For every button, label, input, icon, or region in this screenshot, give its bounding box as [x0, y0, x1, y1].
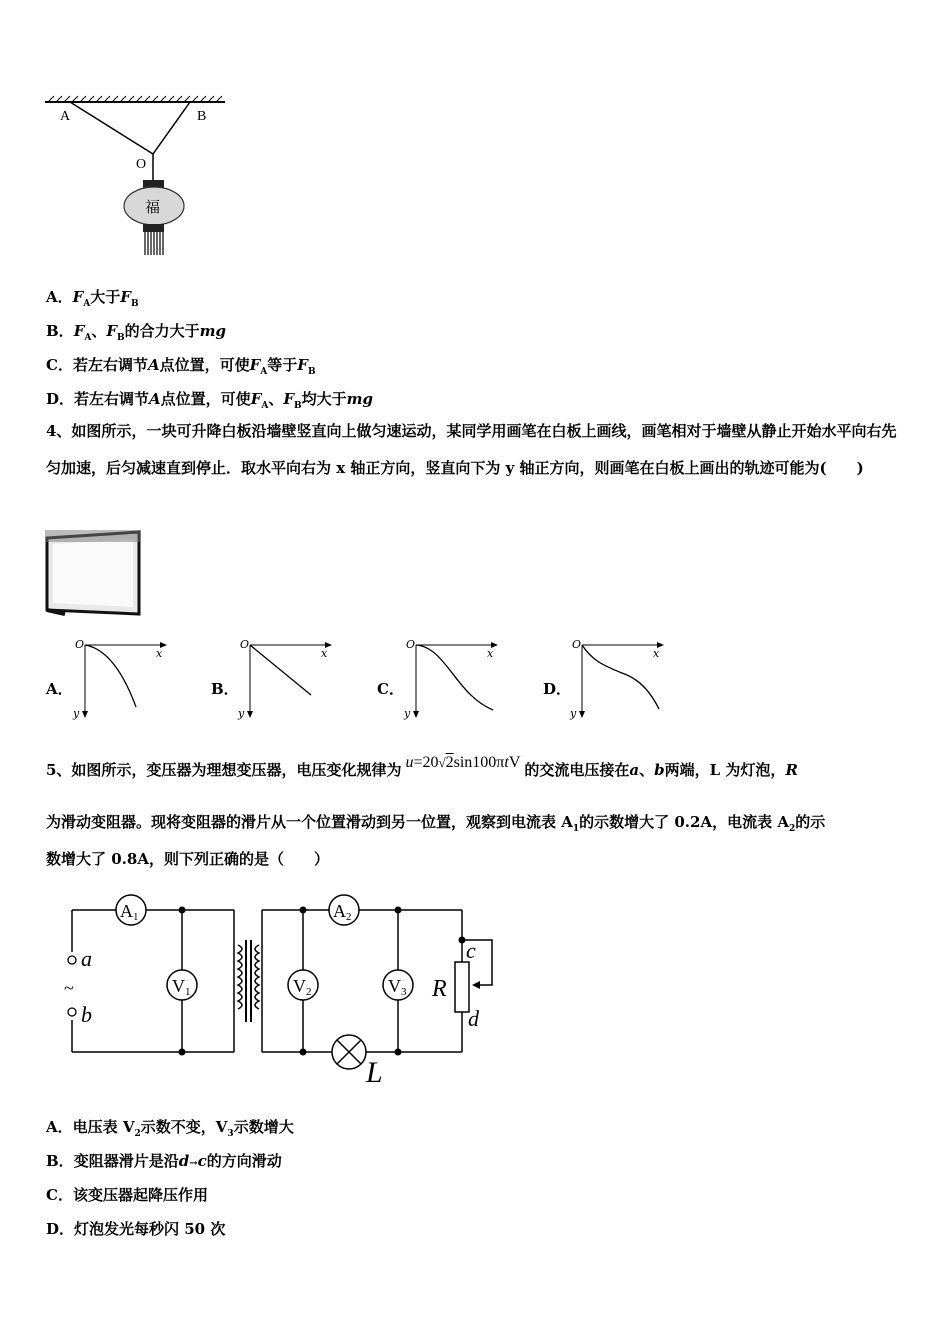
svg-text:O: O	[240, 638, 250, 651]
voltmeter-v1	[167, 970, 197, 1000]
q4-graph-d	[567, 635, 672, 723]
q4-graph-b	[235, 635, 340, 723]
svg-text:V1: V1	[172, 976, 191, 998]
svg-text:V3: V3	[388, 976, 407, 998]
circuit-diagram	[60, 890, 500, 1090]
lantern-char: 福	[145, 198, 161, 216]
svg-text:A1: A1	[120, 901, 139, 923]
svg-text:O: O	[572, 638, 582, 651]
svg-text:d: d	[468, 1006, 479, 1031]
label-b: B	[197, 109, 207, 124]
ammeter-a2	[329, 895, 359, 925]
q5-option-a: A．电压表 $V_2$示数不变，$V_3$示数增大	[46, 1118, 294, 1139]
terminal-a	[68, 956, 76, 964]
trajectory-d	[582, 645, 659, 709]
svg-text:b: b	[81, 1002, 92, 1027]
trajectory-c	[416, 645, 493, 710]
svg-text:L: L	[366, 1056, 383, 1089]
q3-option-c: C．若左右调节A点位置，可使$F_A$等于$F_B$	[46, 356, 316, 377]
svg-text:y: y	[570, 707, 577, 720]
q4-option-c-label: C．	[377, 680, 404, 698]
q4-graph-c	[401, 635, 506, 723]
rope-a	[70, 102, 153, 154]
label-o: O	[136, 157, 147, 172]
q4-question: 4、如图所示，一块可升降白板沿墙壁竖直向上做匀速运动，某同学用画笔在白板上画线，画笔相对于墙壁从静止开始水平向右先匀加速，后匀减速直到停止．取水平向右为 x 轴正方向，竖直向下为 y 轴正方向，则画笔在白板上画出的轨迹可能为( )	[46, 422, 897, 477]
svg-text:O: O	[75, 638, 85, 651]
svg-text:x: x	[653, 647, 660, 660]
rheostat-r	[455, 962, 469, 1012]
whiteboard-image	[45, 530, 141, 616]
svg-text:c: c	[466, 938, 476, 963]
voltmeter-v3	[383, 970, 413, 1000]
voltmeter-v2	[288, 970, 318, 1000]
svg-text:A2: A2	[333, 901, 352, 923]
svg-text:y: y	[404, 707, 411, 720]
trajectory-b	[250, 645, 311, 695]
q5-option-d: D．灯泡发光每秒闪 50 次	[46, 1220, 226, 1238]
q5-question-line2: 为滑动变阻器。现将变阻器的滑片从一个位置滑动到另一位置，观察到电流表 $A_1$的示数增大了 0.2A，电流表 $A_2$的示	[46, 813, 826, 834]
voltage-formula: u=20√2sin100πtV	[405, 754, 521, 771]
q3-option-d: D．若左右调节A点位置，可使$F_A$、$F_B$均大于mg	[46, 390, 373, 411]
q4-option-b-label: B．	[211, 680, 239, 698]
svg-text:x: x	[321, 647, 328, 660]
svg-text:V2: V2	[293, 976, 312, 998]
q4-option-a-label: A．	[46, 680, 73, 698]
svg-text:R: R	[432, 976, 447, 1002]
svg-text:y: y	[238, 707, 245, 720]
trajectory-a	[85, 645, 136, 707]
lamp-l	[332, 1035, 366, 1069]
svg-text:y: y	[73, 707, 80, 720]
label-a: A	[60, 109, 71, 124]
q5-option-b: B．变阻器滑片是沿d→c的方向滑动	[46, 1152, 282, 1170]
rope-b	[153, 102, 190, 154]
terminal-b	[68, 1008, 76, 1016]
q4-option-d-label: D．	[543, 680, 572, 698]
lantern-figure	[40, 90, 240, 265]
q5-question-line3: 数增大了 0.8A，则下列正确的是（ ）	[46, 850, 329, 868]
ammeter-a1	[116, 895, 146, 925]
q3-option-b: B．$F_A$、$F_B$的合力大于mg	[46, 322, 226, 343]
svg-text:~: ~	[64, 978, 74, 998]
svg-text:a: a	[81, 946, 92, 971]
svg-text:O: O	[406, 638, 416, 651]
q3-option-a: A．$F_A$大于$F_B$	[46, 288, 139, 309]
svg-text:x: x	[156, 647, 163, 660]
svg-text:x: x	[487, 647, 494, 660]
q4-graph-a	[70, 635, 175, 723]
q5-option-c: C．该变压器起降压作用	[46, 1186, 208, 1204]
q5-question-line1: 5、如图所示，变压器为理想变压器，电压变化规律为 u=20√2sin100πtV 的交流电压接在a、b两端，L 为灯泡，R	[46, 754, 798, 779]
